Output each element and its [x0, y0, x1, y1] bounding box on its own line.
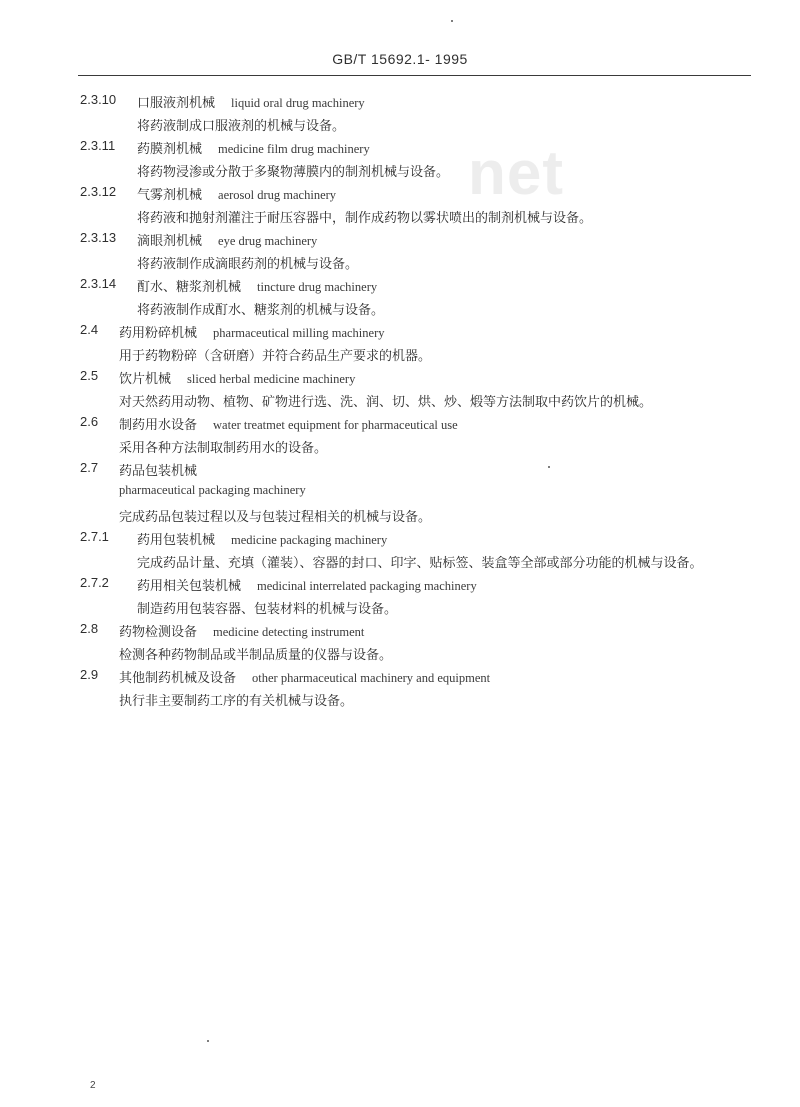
entry-definition: 对天然药用动物、植物、矿物进行选、洗、润、切、烘、炒、煅等方法制取中药饮片的机械。 [119, 395, 653, 410]
entry-number: 2.5 [80, 368, 99, 383]
entry-term [119, 414, 458, 433]
watermark: net [468, 139, 564, 208]
entry-definition: 执行非主要制药工序的有关机械与设备。 [119, 694, 354, 709]
entry-definition: 将药液和抛射剂灌注于耐压容器中，制作成药物以雾状喷出的制剂机械与设备。 [137, 211, 593, 226]
term-chinese: 酊水、糖浆剂机械 [137, 280, 242, 295]
term-english: medicine detecting instrument [213, 625, 365, 639]
entry-number: 2.3.14 [80, 276, 117, 291]
term-chinese: 药用包装机械 [137, 533, 216, 548]
entry-number: 2.7 [80, 460, 99, 475]
term-chinese: 药膜剂机械 [137, 142, 203, 157]
entry-definition: 将药液制成口服液剂的机械与设备。 [137, 119, 346, 134]
term-english: pharmaceutical packaging machinery [119, 483, 306, 497]
term-chinese: 其他制药机械及设备 [119, 671, 237, 686]
entry-number: 2.7.2 [80, 575, 109, 590]
entry-term [137, 575, 477, 594]
entry-term [137, 92, 365, 111]
entry-term [137, 529, 387, 548]
term-english: sliced herbal medicine machinery [187, 372, 356, 386]
term-english: other pharmaceutical machinery and equipment [252, 671, 491, 685]
page-number: 2 [90, 1080, 96, 1091]
term-chinese: 药物检测设备 [119, 625, 198, 640]
scan-speck [548, 466, 550, 468]
term-english: water treatmet equipment for pharmaceutical use [213, 418, 458, 432]
entry-term [119, 460, 213, 479]
term-english: medicine film drug machinery [218, 142, 370, 156]
entry-definition: 将药液制作成滴眼药剂的机械与设备。 [137, 257, 359, 272]
entry-definition: 完成药品包装过程以及与包装过程相关的机械与设备。 [119, 510, 432, 525]
entry-term [119, 667, 490, 686]
entry-number: 2.3.11 [80, 138, 116, 153]
entry-term [119, 621, 364, 640]
term-english: medicinal interrelated packaging machinery [257, 579, 477, 593]
entry-term [119, 322, 384, 341]
term-chinese: 滴眼剂机械 [137, 234, 203, 249]
entry-number: 2.4 [80, 322, 99, 337]
entry-term [137, 184, 336, 203]
entry-definition: 采用各种方法制取制药用水的设备。 [119, 441, 328, 456]
term-english: liquid oral drug machinery [231, 96, 365, 110]
header-rule [78, 75, 751, 76]
entry-number: 2.9 [80, 667, 99, 682]
entry-number: 2.7.1 [80, 529, 109, 544]
entry-number: 2.3.10 [80, 92, 117, 107]
entry-definition: 检测各种药物制品或半制品质量的仪器与设备。 [119, 648, 393, 663]
entry-number: 2.3.12 [80, 184, 117, 199]
term-english: tincture drug machinery [257, 280, 378, 294]
entry-definition: 用于药物粉碎（含研磨）并符合药品生产要求的机器。 [119, 349, 432, 364]
entry-number: 2.6 [80, 414, 99, 429]
entry-number: 2.3.13 [80, 230, 117, 245]
term-chinese: 饮片机械 [119, 372, 172, 387]
term-chinese: 药品包装机械 [119, 464, 198, 479]
entry-number: 2.8 [80, 621, 99, 636]
term-chinese: 制药用水设备 [119, 418, 198, 433]
standard-code-header: GB/T 15692.1- 1995 [332, 51, 468, 67]
term-chinese: 气雾剂机械 [137, 188, 203, 203]
scan-speck [451, 20, 453, 22]
term-english: eye drug machinery [218, 234, 318, 248]
entry-term [119, 368, 355, 387]
term-english: medicine packaging machinery [231, 533, 388, 547]
entry-term [137, 230, 317, 249]
entry-definition: 制造药用包装容器、包装材料的机械与设备。 [137, 602, 398, 617]
term-chinese: 口服液剂机械 [137, 96, 216, 111]
entry-definition: 将药液制作成酊水、糖浆剂的机械与设备。 [137, 303, 385, 318]
term-chinese: 药用粉碎机械 [119, 326, 198, 341]
entry-term [137, 138, 370, 157]
term-english: aerosol drug machinery [218, 188, 337, 202]
term-english: pharmaceutical milling machinery [213, 326, 385, 340]
entry-definition: 完成药品计量、充填（灌装）、容器的封口、印字、贴标签、装盒等全部或部分功能的机械与设备。 [137, 556, 703, 571]
entry-term [137, 276, 377, 295]
entry-definition: 将药物浸渗或分散于多聚物薄膜内的制剂机械与设备。 [137, 165, 450, 180]
scan-speck [207, 1040, 209, 1042]
term-chinese: 药用相关包装机械 [137, 579, 242, 594]
